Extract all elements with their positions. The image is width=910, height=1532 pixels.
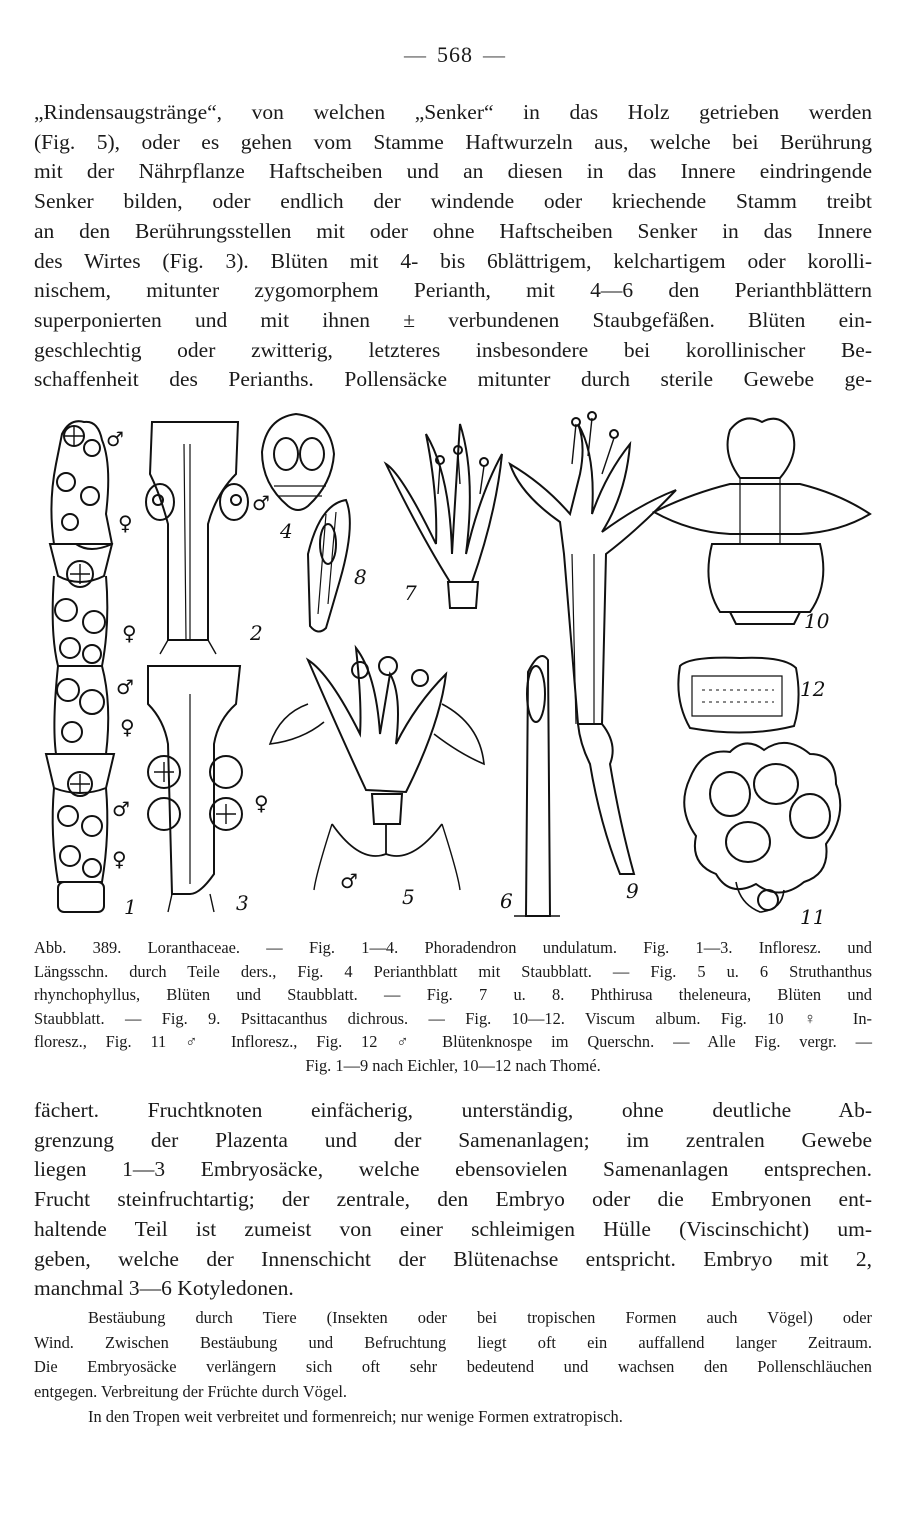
text-line: In den Tropen weit verbreitet und formenreich; nur wenige Formen extratropisch.	[88, 1407, 623, 1426]
paragraph-1	[34, 98, 872, 395]
caption-line: Fig. 1—9 nach Eichler, 10—12 nach Thomé.	[305, 1055, 601, 1075]
small-paragraph-2	[34, 1405, 872, 1430]
fig-label-1: 1	[124, 895, 137, 919]
fig-1-inflorescence	[46, 421, 114, 912]
fig-label-6: 6	[500, 889, 513, 913]
sex-symbol: ♀	[118, 511, 133, 535]
botanical-figure	[40, 404, 874, 932]
fig-6-stamen	[514, 656, 560, 916]
fig-10-inflorescence	[654, 418, 870, 624]
text-line: grenzung der Plazenta und der Samenanlagen; im zentralen Gewebe	[34, 1127, 872, 1152]
text-line: manchmal 3—6 Kotyledonen.	[34, 1276, 294, 1301]
fig-label-4: 4	[280, 519, 293, 543]
caption-line: Längsschn. durch Teile ders., Fig. 4 Perianthblatt mit Staubblatt. — Fig. 5 u. 6 Struthanthus	[34, 961, 872, 981]
caption-line: Staubblatt. — Fig. 9. Psittacanthus dichrous. — Fig. 10—12. Viscum album. Fig. 10 ♀ In-	[34, 1008, 872, 1028]
text-line: Frucht steinfruchtartig; der zentrale, den Embryo oder die Embryonen ent-	[34, 1187, 872, 1212]
text-line: geschlechtig oder zwitterig, letzteres insbesondere bei korollinischer Be-	[34, 337, 872, 362]
text-line: Senker bilden, oder endlich der windende oder kriechende Stamm treibt	[34, 189, 872, 214]
fig-5-flowers	[270, 648, 484, 890]
text-line: des Wirtes (Fig. 3). Blüten mit 4- bis 6blättrigem, kelchartigem oder korolli-	[34, 248, 872, 273]
fig-8-stamen	[308, 500, 350, 632]
page-number: — 568 —	[404, 42, 506, 67]
text-line: nischem, mitunter zygomorphem Perianth, mit 4—6 den Perianthblättern	[34, 278, 872, 303]
sex-symbol: ♀	[254, 791, 269, 815]
sex-symbol: ♀	[120, 715, 135, 739]
sex-symbol: ♂	[112, 797, 130, 821]
fig-3-section	[148, 666, 242, 912]
fig-label-12: 12	[800, 677, 826, 701]
caption-line: Abb. 389. Loranthaceae. — Fig. 1—4. Phoradendron undulatum. Fig. 1—3. Infloresz. und	[34, 938, 872, 957]
fig-9-flower	[510, 412, 676, 874]
text-line: Die Embryosäcke verlängern sich oft sehr bedeutend und wachsen den Pollenschläuchen	[34, 1357, 872, 1376]
text-line: entgegen. Verbreitung der Früchte durch Vögel.	[34, 1381, 347, 1401]
small-paragraph-1	[34, 1306, 872, 1404]
fig-label-5: 5	[402, 885, 415, 909]
caption-line: rhynchophyllus, Blüten und Staubblatt. — Fig. 7 u. 8. Phthirusa theleneura, Blüten und	[34, 985, 872, 1005]
sex-symbol: ♀	[122, 621, 137, 645]
text-line: Bestäubung durch Tiere (Insekten oder bei tropischen Formen auch Vögel) oder	[88, 1308, 872, 1327]
fig-2-section	[146, 422, 248, 654]
fig-label-11: 11	[800, 905, 826, 929]
sex-symbol: ♂	[252, 491, 270, 515]
text-line: geben, welche der Innenschicht der Blütenachse entspricht. Embryo mit 2,	[34, 1246, 872, 1271]
text-line: (Fig. 5), oder es gehen vom Stamme Haftwurzeln aus, welche bei Berührung	[34, 129, 872, 154]
text-line: liegen 1—3 Embryosäcke, welche ebensovielen Samenanlagen entsprechen.	[34, 1157, 872, 1182]
fig-label-9: 9	[626, 879, 639, 903]
fig-label-3: 3	[236, 891, 249, 915]
text-line: an den Berührungsstellen mit oder ohne Haftscheiben Senker in das Innere	[34, 218, 872, 243]
loranthaceae-illustration	[40, 404, 874, 932]
fig-label-10: 10	[804, 609, 830, 633]
text-line: schaffenheit des Perianths. Pollensäcke mitunter durch sterile Gewebe ge-	[34, 367, 872, 392]
sex-symbol: ♂	[340, 869, 358, 893]
text-line: Wind. Zwischen Bestäubung und Befruchtung liegt oft ein auffallend langer Zeitraum.	[34, 1332, 872, 1352]
sex-symbol: ♀	[112, 847, 127, 871]
fig-label-7: 7	[404, 581, 417, 605]
fig-12-cross-section	[678, 658, 798, 733]
text-line: superponierten und mit ihnen ± verbundenen Staubgefäßen. Blüten ein-	[34, 307, 872, 332]
figure-caption	[34, 936, 872, 1078]
fig-label-8: 8	[354, 565, 367, 589]
caption-line: floresz., Fig. 11 ♂ Infloresz., Fig. 12 ♂ Blütenknospe im Querschn. — Alle Fig. vergr. —	[34, 1032, 872, 1052]
sex-symbol: ♂	[106, 427, 124, 451]
fig-4-perianth-leaf	[262, 414, 334, 510]
text-line: fächert. Fruchtknoten einfächerig, unterständig, ohne deutliche Ab-	[34, 1098, 872, 1122]
fig-11-inflorescence	[684, 743, 840, 912]
text-line: mit der Nährpflanze Haftscheiben und an diesen in das Innere eindringende	[34, 159, 872, 184]
sex-symbol: ♂	[116, 675, 134, 699]
text-line: „Rindensaugstränge“, von welchen „Senker“ in das Holz getrieben werden	[34, 100, 872, 124]
text-line: haltende Teil ist zumeist von einer schleimigen Hülle (Viscinschicht) um-	[34, 1216, 872, 1241]
paragraph-2	[34, 1096, 872, 1304]
fig-label-2: 2	[250, 621, 263, 645]
